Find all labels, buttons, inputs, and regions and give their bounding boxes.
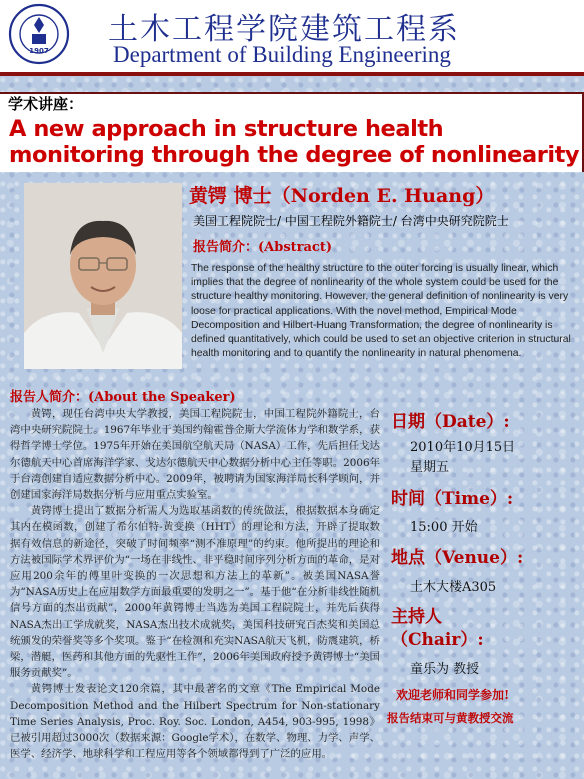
department-title-english: Department of Building Engineering xyxy=(113,42,451,67)
venue-value: 土木大楼A305 xyxy=(410,580,497,595)
date-value: 2010年10月15日 xyxy=(410,440,516,455)
venue-heading: 地点（Venue）: xyxy=(391,548,524,568)
chair-heading-english: （Chair）: xyxy=(391,630,484,650)
speaker-intro-heading: 报告人简介：(About the Speaker) xyxy=(10,390,236,405)
qa-message: 报告结束可与黄教授交流 xyxy=(387,711,514,725)
speaker-photo xyxy=(24,183,182,369)
time-heading: 时间（Time）: xyxy=(391,489,514,509)
speaker-name: 黄锷 博士（Norden E. Huang） xyxy=(189,185,495,207)
speaker-affiliation: 美国工程院院士/ 中国工程院外籍院士/ 台湾中央研究院院士 xyxy=(193,214,509,228)
header xyxy=(0,0,584,72)
time-value: 15:00 开始 xyxy=(410,520,478,535)
bio-paragraph: 黄锷博士提出了数据分析需人为选取基函数的传统做法，根据数据本身确定其内在模函数，创建了希尔伯特-黄变换（HHT）的理论和方法，开辟了提取数据有效信息的新途径，突破了时间频率“测不准原理”的约束。他所提出的理论和方法被国际学术界评价为“一场在非线性、非平稳时间序列分析方面的革命，是对应用200余年的傅里叶变换的一次思想和方法上的革新”。被美国NASA誉为“NASA历史上在应用数学方面最重要的发明之一”。基于他“在分析非线性随机信号方面的杰出贡献”，2000年黄锷博士当选为美国工程院院士，并先后获得NASA杰出工学成就奖，NASA杰出技术成就奖，美国科技研究百杰奖和美国总统颁发的荣誉奖等多个奖项。鉴于“在检测和充实NASA航天飞机，防震建筑，桥梁，潜艇，医药和其他方面的先驱性工作”，2006年美国政府授予黄锷博士“美国服务贡献奖”。 xyxy=(10,505,380,680)
abstract-heading: 报告简介：(Abstract) xyxy=(193,240,332,255)
talk-title: A new approach in structure health monitoring through the degree of nonlinearity xyxy=(9,116,580,168)
lecture-label: 学术讲座： xyxy=(8,95,84,113)
tongji-university-logo xyxy=(8,3,70,65)
bio-paragraph: 黄锷博士发表论文120余篇，其中最著名的文章《The Empirical Mode Decomposition Method and the Hilbert Spectrum for Non-stationary Time Series Analysis, Proc. Roy. Soc. London, A454, 903-995, 1998》已被引用超过3000次（数据来源：Google学术），在数学、物理、力学、声学、医学、经济学、地球科学和工程应用等各个领域都得到了广泛的应用。 xyxy=(10,683,380,761)
weekday-value: 星期五 xyxy=(410,460,450,475)
abstract-text: The response of the healthy structure to the outer forcing is usually linear, which implies that the degree of nonlinearity of the whole system could be used for the structure healthy monitoring. However, the general definition of nonlinearity is very loose for practical applications. With the novel method, Empirical Mode Decomposition and Hilbert-Huang Transformation, the degree of nonlinearity is defined quantitatively, which could be used to set an objective criterion in structural health monitoring and to quantify the nonlinearity in natural phenomena. xyxy=(191,263,571,360)
date-heading: 日期（Date）: xyxy=(391,412,510,432)
department-title-chinese: 土木工程学院建筑工程系 xyxy=(108,12,460,47)
chair-value: 童乐为 教授 xyxy=(410,662,480,677)
bio-paragraph: 黄锷，现任台湾中央大学教授，美国工程院院士，中国工程院外籍院士，台湾中央研究院院士。1967年毕业于美国约翰霍普金斯大学流体力学和数学系，获得哲学博士学位。1975年开始在美国航空航天局（NASA）工作，先后担任戈达尔德航天中心首席海洋学家、戈达尔德航天中心数据分析中心主任等职。2006年于台湾创建自适应数据分析中心。2009年，被聘请为国家海洋局长科学顾问，并创建国家海洋局数据分析与应用重点实验室。 xyxy=(10,408,380,502)
chair-heading: 主持人 xyxy=(391,607,442,627)
welcome-message: 欢迎老师和同学参加! xyxy=(396,688,510,702)
speaker-bio xyxy=(10,406,380,762)
svg-text:1907: 1907 xyxy=(29,47,49,55)
